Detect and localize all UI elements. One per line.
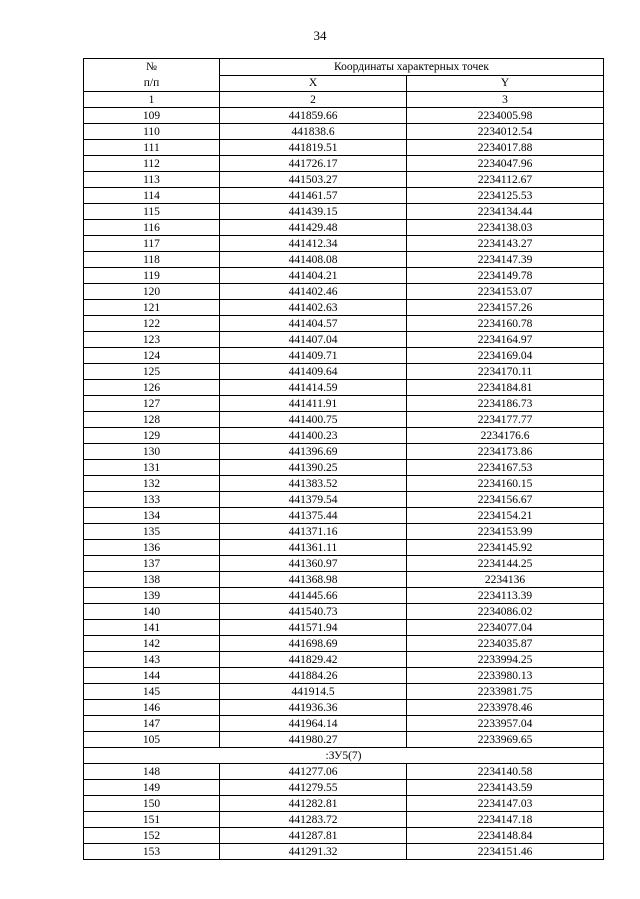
x-coordinate-cell: 441439.15 — [220, 204, 407, 220]
x-coordinate-cell: 441279.55 — [220, 780, 407, 796]
table-row — [84, 428, 604, 444]
y-coordinate-cell: 2234164.97 — [407, 332, 604, 348]
column-index-2: 2 — [220, 92, 407, 108]
point-number-cell: 137 — [84, 556, 220, 572]
table-row — [84, 444, 604, 460]
y-coordinate-cell: 2234017.88 — [407, 140, 604, 156]
y-coordinate-cell: 2234047.96 — [407, 156, 604, 172]
table-row — [84, 508, 604, 524]
table-row — [84, 764, 604, 780]
y-coordinate-cell: 2234140.58 — [407, 764, 604, 780]
header-coordinates: Координаты характерных точек — [220, 59, 604, 76]
point-number-cell: 113 — [84, 172, 220, 188]
x-coordinate-cell: 441503.27 — [220, 172, 407, 188]
header-y: Y — [407, 75, 604, 92]
table-body — [84, 108, 604, 860]
y-coordinate-cell: 2234170.11 — [407, 364, 604, 380]
point-number-cell: 121 — [84, 300, 220, 316]
x-coordinate-cell: 441914.5 — [220, 684, 407, 700]
y-coordinate-cell: 2234147.03 — [407, 796, 604, 812]
table-row — [84, 396, 604, 412]
y-coordinate-cell: 2234012.54 — [407, 124, 604, 140]
page-number: 34 — [313, 28, 327, 43]
y-coordinate-cell: 2234144.25 — [407, 556, 604, 572]
table-row — [84, 588, 604, 604]
y-coordinate-cell: 2234154.21 — [407, 508, 604, 524]
x-coordinate-cell: 441409.71 — [220, 348, 407, 364]
x-coordinate-cell: 441571.94 — [220, 620, 407, 636]
y-coordinate-cell: 2234177.77 — [407, 412, 604, 428]
y-coordinate-cell: 2233957.04 — [407, 716, 604, 732]
x-coordinate-cell: 441726.17 — [220, 156, 407, 172]
x-coordinate-cell: 441819.51 — [220, 140, 407, 156]
x-coordinate-cell: 441375.44 — [220, 508, 407, 524]
point-number-cell: 127 — [84, 396, 220, 412]
table-row — [84, 652, 604, 668]
y-coordinate-cell: 2234153.07 — [407, 284, 604, 300]
table-row — [84, 204, 604, 220]
y-coordinate-cell: 2234086.02 — [407, 604, 604, 620]
point-number-cell: 152 — [84, 828, 220, 844]
x-coordinate-cell: 441407.04 — [220, 332, 407, 348]
point-number-cell: 140 — [84, 604, 220, 620]
y-coordinate-cell: 2233969.65 — [407, 732, 604, 748]
x-coordinate-cell: 441461.57 — [220, 188, 407, 204]
point-number-cell: 131 — [84, 460, 220, 476]
y-coordinate-cell: 2234143.27 — [407, 236, 604, 252]
x-coordinate-cell: 441859.66 — [220, 108, 407, 124]
x-coordinate-cell: 441964.14 — [220, 716, 407, 732]
point-number-cell: 105 — [84, 732, 220, 748]
point-number-cell: 114 — [84, 188, 220, 204]
y-coordinate-cell: 2233978.46 — [407, 700, 604, 716]
x-coordinate-cell: 441383.52 — [220, 476, 407, 492]
table-row — [84, 316, 604, 332]
table-row — [84, 780, 604, 796]
point-number-cell: 146 — [84, 700, 220, 716]
point-number-cell: 117 — [84, 236, 220, 252]
y-coordinate-cell: 2234160.78 — [407, 316, 604, 332]
table-row — [84, 492, 604, 508]
y-coordinate-cell: 2234156.67 — [407, 492, 604, 508]
point-number-cell: 151 — [84, 812, 220, 828]
x-coordinate-cell: 441361.11 — [220, 540, 407, 556]
point-number-cell: 132 — [84, 476, 220, 492]
point-number-cell: 142 — [84, 636, 220, 652]
x-coordinate-cell: 441408.08 — [220, 252, 407, 268]
table-row — [84, 364, 604, 380]
table-header — [84, 59, 604, 108]
table-row — [84, 636, 604, 652]
y-coordinate-cell: 2234153.99 — [407, 524, 604, 540]
y-coordinate-cell: 2234145.92 — [407, 540, 604, 556]
table-row — [84, 284, 604, 300]
x-coordinate-cell: 441980.27 — [220, 732, 407, 748]
table-row — [84, 236, 604, 252]
point-number-cell: 119 — [84, 268, 220, 284]
x-coordinate-cell: 441402.46 — [220, 284, 407, 300]
point-number-cell: 109 — [84, 108, 220, 124]
point-number-cell: 126 — [84, 380, 220, 396]
x-coordinate-cell: 441277.06 — [220, 764, 407, 780]
point-number-cell: 141 — [84, 620, 220, 636]
x-coordinate-cell: 441368.98 — [220, 572, 407, 588]
point-number-cell: 130 — [84, 444, 220, 460]
y-coordinate-cell: 2234138.03 — [407, 220, 604, 236]
table-row — [84, 380, 604, 396]
x-coordinate-cell: 441400.75 — [220, 412, 407, 428]
table-row — [84, 540, 604, 556]
table-row — [84, 156, 604, 172]
x-coordinate-cell: 441838.6 — [220, 124, 407, 140]
table-row — [84, 844, 604, 860]
section-row — [84, 748, 604, 764]
table-row — [84, 620, 604, 636]
x-coordinate-cell: 441404.21 — [220, 268, 407, 284]
point-number-cell: 123 — [84, 332, 220, 348]
point-number-cell: 153 — [84, 844, 220, 860]
table-row — [84, 220, 604, 236]
y-coordinate-cell: 2234160.15 — [407, 476, 604, 492]
y-coordinate-cell: 2234173.86 — [407, 444, 604, 460]
x-coordinate-cell: 441282.81 — [220, 796, 407, 812]
y-coordinate-cell: 2234113.39 — [407, 588, 604, 604]
point-number-cell: 111 — [84, 140, 220, 156]
table-row — [84, 796, 604, 812]
y-coordinate-cell: 2234167.53 — [407, 460, 604, 476]
point-number-cell: 133 — [84, 492, 220, 508]
y-coordinate-cell: 2234077.04 — [407, 620, 604, 636]
point-number-cell: 122 — [84, 316, 220, 332]
y-coordinate-cell: 2234143.59 — [407, 780, 604, 796]
y-coordinate-cell: 2234186.73 — [407, 396, 604, 412]
column-index-3: 3 — [407, 92, 604, 108]
x-coordinate-cell: 441360.97 — [220, 556, 407, 572]
table-row — [84, 828, 604, 844]
header-number-sub: п/п — [143, 77, 160, 89]
point-number-cell: 115 — [84, 204, 220, 220]
x-coordinate-cell: 441445.66 — [220, 588, 407, 604]
table-row — [84, 476, 604, 492]
x-coordinate-cell: 441371.16 — [220, 524, 407, 540]
y-coordinate-cell: 2234035.87 — [407, 636, 604, 652]
point-number-cell: 125 — [84, 364, 220, 380]
x-coordinate-cell: 441396.69 — [220, 444, 407, 460]
header-x: X — [220, 75, 407, 92]
y-coordinate-cell: 2233994.25 — [407, 652, 604, 668]
y-coordinate-cell: 2234169.04 — [407, 348, 604, 364]
table-row — [84, 300, 604, 316]
table-row — [84, 252, 604, 268]
x-coordinate-cell: 441884.26 — [220, 668, 407, 684]
point-number-cell: 143 — [84, 652, 220, 668]
y-coordinate-cell: 2234136 — [407, 572, 604, 588]
point-number-cell: 145 — [84, 684, 220, 700]
table-row — [84, 460, 604, 476]
table-row — [84, 108, 604, 124]
point-number-cell: 147 — [84, 716, 220, 732]
x-coordinate-cell: 441829.42 — [220, 652, 407, 668]
y-coordinate-cell: 2234112.67 — [407, 172, 604, 188]
point-number-cell: 112 — [84, 156, 220, 172]
header-number-cell — [84, 59, 220, 92]
table-row — [84, 268, 604, 284]
x-coordinate-cell: 441379.54 — [220, 492, 407, 508]
x-coordinate-cell: 441936.36 — [220, 700, 407, 716]
table-row — [84, 412, 604, 428]
table-row — [84, 556, 604, 572]
y-coordinate-cell: 2234005.98 — [407, 108, 604, 124]
point-number-cell: 134 — [84, 508, 220, 524]
point-number-cell: 110 — [84, 124, 220, 140]
point-number-cell: 139 — [84, 588, 220, 604]
x-coordinate-cell: 441411.91 — [220, 396, 407, 412]
point-number-cell: 116 — [84, 220, 220, 236]
table-row — [84, 172, 604, 188]
x-coordinate-cell: 441414.59 — [220, 380, 407, 396]
table-row — [84, 348, 604, 364]
x-coordinate-cell: 441402.63 — [220, 300, 407, 316]
point-number-cell: 148 — [84, 764, 220, 780]
point-number-cell: 129 — [84, 428, 220, 444]
y-coordinate-cell: 2233981.75 — [407, 684, 604, 700]
x-coordinate-cell: 441429.48 — [220, 220, 407, 236]
point-number-cell: 135 — [84, 524, 220, 540]
x-coordinate-cell: 441540.73 — [220, 604, 407, 620]
point-number-cell: 136 — [84, 540, 220, 556]
header-number-sign: № — [146, 61, 157, 73]
section-label: :ЗУ5(7) — [84, 748, 604, 764]
table-row — [84, 700, 604, 716]
point-number-cell: 144 — [84, 668, 220, 684]
y-coordinate-cell: 2234125.53 — [407, 188, 604, 204]
point-number-cell: 120 — [84, 284, 220, 300]
table-row — [84, 604, 604, 620]
x-coordinate-cell: 441287.81 — [220, 828, 407, 844]
point-number-cell: 128 — [84, 412, 220, 428]
x-coordinate-cell: 441390.25 — [220, 460, 407, 476]
table-row — [84, 332, 604, 348]
x-coordinate-cell: 441409.64 — [220, 364, 407, 380]
y-coordinate-cell: 2234134.44 — [407, 204, 604, 220]
table-row — [84, 124, 604, 140]
table-row — [84, 812, 604, 828]
y-coordinate-cell: 2234147.39 — [407, 252, 604, 268]
column-index-1: 1 — [84, 92, 220, 108]
x-coordinate-cell: 441404.57 — [220, 316, 407, 332]
table-row — [84, 716, 604, 732]
y-coordinate-cell: 2234148.84 — [407, 828, 604, 844]
x-coordinate-cell: 441291.32 — [220, 844, 407, 860]
x-coordinate-cell: 441412.34 — [220, 236, 407, 252]
y-coordinate-cell: 2234151.46 — [407, 844, 604, 860]
y-coordinate-cell: 2234184.81 — [407, 380, 604, 396]
x-coordinate-cell: 441698.69 — [220, 636, 407, 652]
table-row — [84, 140, 604, 156]
y-coordinate-cell: 2234149.78 — [407, 268, 604, 284]
point-number-cell: 124 — [84, 348, 220, 364]
table-row — [84, 524, 604, 540]
y-coordinate-cell: 2234176.6 — [407, 428, 604, 444]
point-number-cell: 138 — [84, 572, 220, 588]
table-row — [84, 668, 604, 684]
table-row — [84, 572, 604, 588]
table-row — [84, 188, 604, 204]
x-coordinate-cell: 441400.23 — [220, 428, 407, 444]
x-coordinate-cell: 441283.72 — [220, 812, 407, 828]
table-row — [84, 732, 604, 748]
y-coordinate-cell: 2234147.18 — [407, 812, 604, 828]
point-number-cell: 118 — [84, 252, 220, 268]
point-number-cell: 150 — [84, 796, 220, 812]
y-coordinate-cell: 2233980.13 — [407, 668, 604, 684]
table-row — [84, 684, 604, 700]
coordinates-table — [83, 58, 604, 860]
point-number-cell: 149 — [84, 780, 220, 796]
y-coordinate-cell: 2234157.26 — [407, 300, 604, 316]
